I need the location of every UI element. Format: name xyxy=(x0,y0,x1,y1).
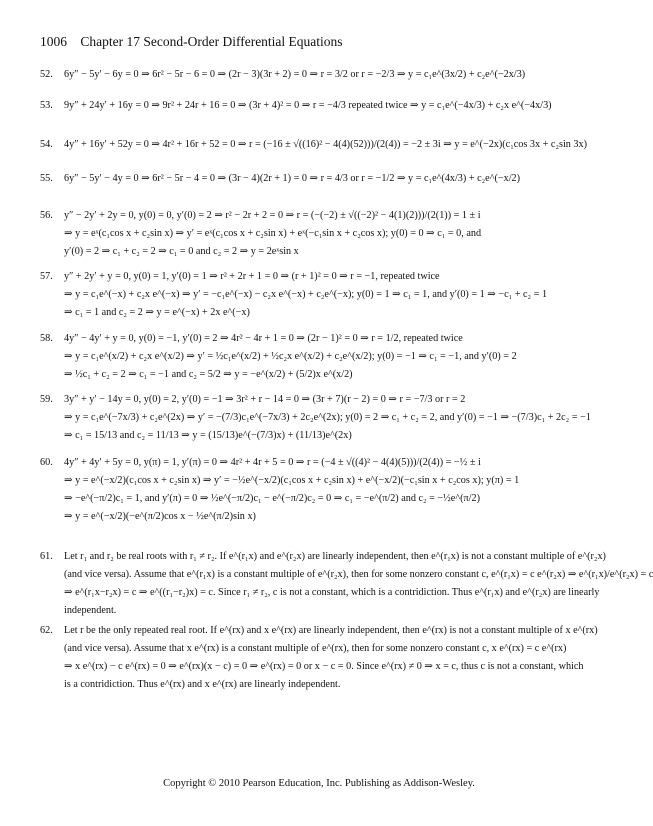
solution-line: ⇒ y = c₁e^(−x) + c₂x e^(−x) ⇒ y′ = −c₁e^(−x) − c₂x e^(−x) + c₂e^(−x); y(0) = 1 ⇒ c₁ = 1, and y′(0) = 1 ⇒ −c₁ + c₂ = 1 xyxy=(64,289,548,300)
solution-line: 4y″ − 4y′ + y = 0, y(0) = −1, y′(0) = 2 ⇒ 4r² − 4r + 1 = 0 ⇒ (2r − 1)² = 0 ⇒ r = 1/2, repeated twice xyxy=(64,333,463,344)
solution-line: (and vice versa). Assume that e^(r₁x) is a constant multiple of e^(r₂x), then for some nonzero constant c, e^(r₁x) = c e^(r₂x) ⇒ e^(r₁x)/e^(r₂x) = c xyxy=(64,569,653,580)
problem-solution xyxy=(64,330,594,384)
problem-solution xyxy=(64,136,594,154)
solution-line: 4y″ + 4y′ + 5y = 0, y(π) = 1, y′(π) = 0 ⇒ 4r² + 4r + 5 = 0 ⇒ r = (−4 ± √((4)² − 4(4)(5)))/(2(4)) = −½ ± i xyxy=(64,457,481,468)
solution-line: 9y″ + 24y′ + 16y = 0 ⇒ 9r² + 24r + 16 = 0 ⇒ (3r + 4)² = 0 ⇒ r = −4/3 repeated twice ⇒ y = c₁e^(−4x/3) + c₂x e^(−4x/3) xyxy=(64,100,552,111)
problem-number: 60. xyxy=(40,457,53,468)
solution-line: Let r₁ and r₂ be real roots with r₁ ≠ r₂. If e^(r₁x) and e^(r₂x) are linearly independent, then e^(r₁x) is not a constant multiple of e^(r₂x) xyxy=(64,551,606,562)
problem-60 xyxy=(40,454,600,526)
problem-52 xyxy=(40,66,600,84)
solution-line: y′(0) = 2 ⇒ c₁ + c₂ = 2 ⇒ c₁ = 0 and c₂ = 2 ⇒ y = 2eˣsin x xyxy=(64,246,299,257)
problem-solution xyxy=(64,454,594,526)
chapter-title: Chapter 17 Second-Order Differential Equations xyxy=(80,34,343,49)
problem-solution xyxy=(64,622,598,694)
problem-62 xyxy=(40,622,600,694)
solution-line: y″ + 2y′ + y = 0, y(0) = 1, y′(0) = 1 ⇒ r² + 2r + 1 = 0 ⇒ (r + 1)² = 0 ⇒ r = −1, repeated twice xyxy=(64,271,440,282)
problem-number: 53. xyxy=(40,100,53,111)
solution-line: ⇒ c₁ = 15/13 and c₂ = 11/13 ⇒ y = (15/13)e^(−(7/3)x) + (11/13)e^(2x) xyxy=(64,430,352,441)
solution-line: 6y″ − 5y′ − 6y = 0 ⇒ 6r² − 5r − 6 = 0 ⇒ (2r − 3)(3r + 2) = 0 ⇒ r = 3/2 or r = −2/3 ⇒ y = c₁e^(3x/2) + c₂e^(−2x/3) xyxy=(64,69,526,80)
problem-solution xyxy=(64,66,594,84)
copyright-footer: Copyright © 2010 Pearson Education, Inc. Publishing as Addison-Wesley. xyxy=(163,778,475,789)
solution-line: y″ − 2y′ + 2y = 0, y(0) = 0, y′(0) = 2 ⇒ r² − 2r + 2 = 0 ⇒ r = (−(−2) ± √((−2)² − 4(1)(2)))/(2(1)) = 1 ± i xyxy=(64,210,481,221)
problem-solution xyxy=(64,391,594,445)
problem-solution xyxy=(64,170,594,188)
problem-number: 55. xyxy=(40,173,53,184)
solution-line: ⇒ ½c₁ + c₂ = 2 ⇒ c₁ = −1 and c₂ = 5/2 ⇒ y = −e^(x/2) + (5/2)x e^(x/2) xyxy=(64,369,353,380)
problem-53 xyxy=(40,97,600,115)
problem-61 xyxy=(40,548,653,620)
solution-line: ⇒ c₁ = 1 and c₂ = 2 ⇒ y = e^(−x) + 2x e^(−x) xyxy=(64,307,250,318)
solution-line: ⇒ −e^(−π/2)c₁ = 1, and y′(π) = 0 ⇒ ½e^(−π/2)c₁ − e^(−π/2)c₂ = 0 ⇒ c₁ = −e^(π/2) and c₂ = −½e^(π/2) xyxy=(64,493,480,504)
page-number: 1006 xyxy=(40,34,67,49)
problem-solution xyxy=(64,548,653,620)
solution-line: ⇒ y = c₁e^(x/2) + c₂x e^(x/2) ⇒ y′ = ½c₁e^(x/2) + ½c₂x e^(x/2) + c₂e^(x/2); y(0) = −1 ⇒ c₁ = −1, and y′(0) = 2 xyxy=(64,351,517,362)
problem-solution xyxy=(64,268,594,322)
solution-line: Let r be the only repeated real root. If e^(rx) and x e^(rx) are linearly independent, then e^(rx) is not a constant multiple of x e^(rx) xyxy=(64,625,598,636)
problem-solution xyxy=(64,97,594,115)
problem-number: 62. xyxy=(40,625,53,636)
problem-55 xyxy=(40,170,600,188)
solution-line: ⇒ y = eˣ(c₁cos x + c₂sin x) ⇒ y′ = eˣ(c₁cos x + c₂sin x) + eˣ(−c₁sin x + c₂cos x); y(0) = 0 ⇒ c₁ = 0, and xyxy=(64,228,482,239)
problem-number: 52. xyxy=(40,69,53,80)
solution-line: ⇒ x e^(rx) − c e^(rx) = 0 ⇒ e^(rx)(x − c) = 0 ⇒ e^(rx) = 0 or x − c = 0. Since e^(rx) ≠ 0 ⇒ x = c, thus c is not a constant, which xyxy=(64,661,584,672)
problem-59 xyxy=(40,391,600,445)
solution-line: 3y″ + y′ − 14y = 0, y(0) = 2, y′(0) = −1 ⇒ 3r² + r − 14 = 0 ⇒ (3r + 7)(r − 2) = 0 ⇒ r = −7/3 or r = 2 xyxy=(64,394,466,405)
solution-line: 4y″ + 16y′ + 52y = 0 ⇒ 4r² + 16r + 52 = 0 ⇒ r = (−16 ± √((16)² − 4(4)(52)))/(2(4)) = −2 ± 3i ⇒ y = e^(−2x)(c₁cos 3x + c₂sin 3x) xyxy=(64,139,587,150)
problem-54 xyxy=(40,136,600,154)
problem-number: 57. xyxy=(40,271,53,282)
problem-number: 61. xyxy=(40,551,53,562)
problem-number: 56. xyxy=(40,210,53,221)
solution-line: independent. xyxy=(64,605,117,616)
solution-line: (and vice versa). Assume that x e^(rx) is a constant multiple of e^(rx), then for some nonzero constant c, x e^(rx) = c e^(rx) xyxy=(64,643,567,654)
solution-line: ⇒ y = c₁e^(−7x/3) + c₂e^(2x) ⇒ y′ = −(7/3)c₁e^(−7x/3) + 2c₂e^(2x); y(0) = 2 ⇒ c₁ + c₂ = 2, and y′(0) = −1 ⇒ −(7/3)c₁ + 2c₂ = −1 xyxy=(64,412,591,423)
solution-line: ⇒ y = e^(−x/2)(c₁cos x + c₂sin x) ⇒ y′ = −½e^(−x/2)(c₁cos x + c₂sin x) + e^(−x/2)(−c₁sin x + c₂cos x); y(π) = 1 xyxy=(64,475,520,486)
problem-58 xyxy=(40,330,600,384)
solution-line: is a contridiction. Thus e^(rx) and x e^(rx) are linearly independent. xyxy=(64,679,341,690)
problem-57 xyxy=(40,268,600,322)
problem-number: 59. xyxy=(40,394,53,405)
problem-56 xyxy=(40,207,600,261)
page-header xyxy=(40,34,343,50)
solution-line: ⇒ e^(r₁x−r₂x) = c ⇒ e^((r₁−r₂)x) = c. Since r₁ ≠ r₂, c is not a constant, which is a contridiction. Thus e^(r₁x) and e^(r₂x) are linearly xyxy=(64,587,600,598)
problem-number: 54. xyxy=(40,139,53,150)
solution-line: 6y″ − 5y′ − 4y = 0 ⇒ 6r² − 5r − 4 = 0 ⇒ (3r − 4)(2r + 1) = 0 ⇒ r = 4/3 or r = −1/2 ⇒ y = c₁e^(4x/3) + c₂e^(−x/2) xyxy=(64,173,521,184)
problem-number: 58. xyxy=(40,333,53,344)
solution-line: ⇒ y = e^(−x/2)(−e^(π/2)cos x − ½e^(π/2)sin x) xyxy=(64,511,256,522)
problem-solution xyxy=(64,207,594,261)
